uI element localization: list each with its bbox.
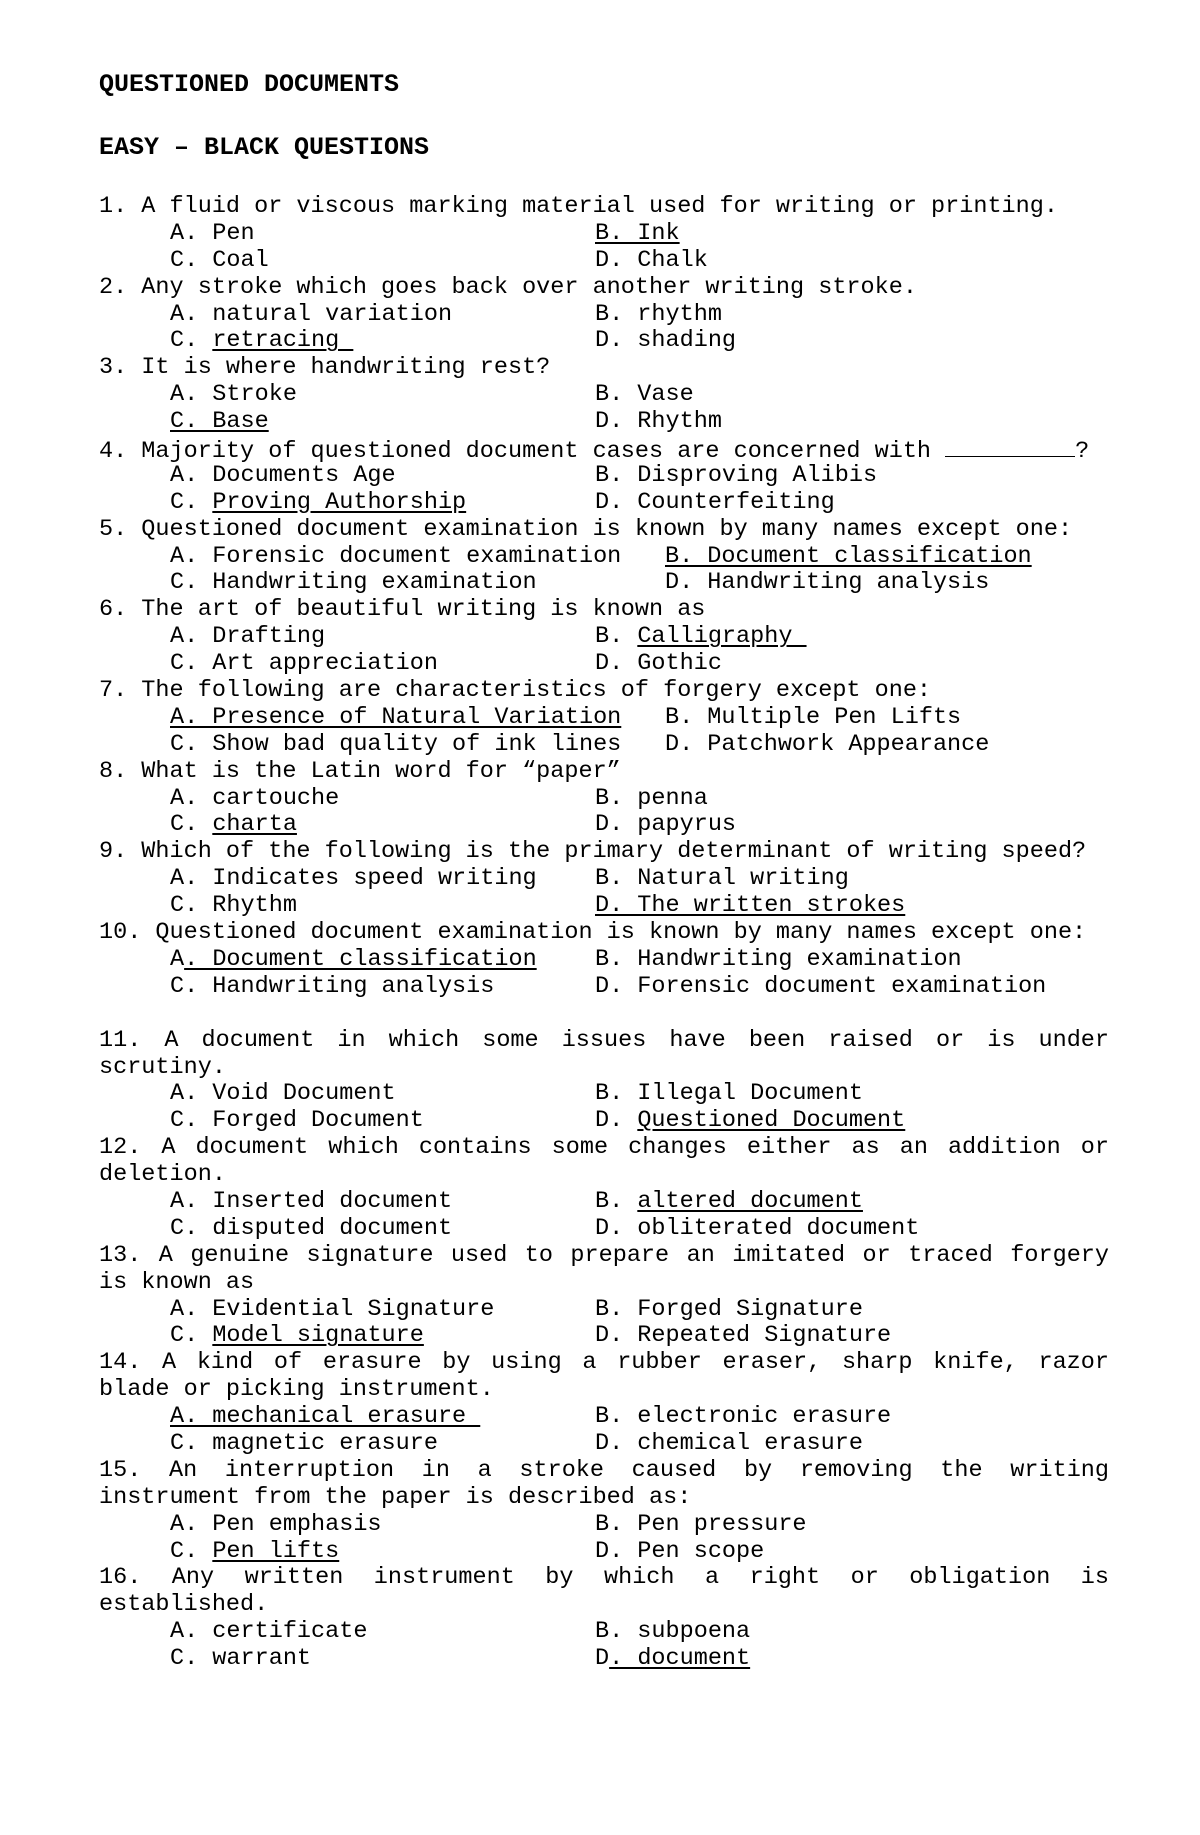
question-item (99, 355, 1109, 436)
question-text-line-2: established. (99, 1591, 269, 1619)
option-c (99, 812, 595, 839)
option-c: C. Forged Document (170, 1107, 424, 1135)
option-a-answer-underlined: . Document classification (184, 945, 537, 973)
blank-line (99, 1001, 1109, 1028)
question-text: 9. Which of the following is the primary determinant of writing speed? (99, 838, 1087, 866)
options-row (99, 1108, 1109, 1135)
option-c-answer-underlined: retracing (212, 327, 354, 355)
options-row (99, 1189, 1109, 1216)
option-d-answer-underlined: . document (609, 1645, 751, 1673)
option-b: B. penna (595, 784, 708, 812)
options-row (99, 1216, 1109, 1243)
option-a (99, 947, 595, 974)
option-c (99, 490, 595, 517)
question-text: 7. The following are characteristics of forgery except one: (99, 677, 932, 705)
question-item (99, 194, 1109, 275)
option-d-prefix: D (595, 1645, 610, 1673)
option-b (595, 221, 680, 248)
question-item (99, 839, 1109, 920)
options-row (99, 1619, 1109, 1646)
options-row (99, 544, 1109, 571)
question-text: 2. Any stroke which goes back over another writing stroke. (99, 273, 917, 301)
option-a: A. Void Document (170, 1080, 396, 1108)
option-d: D. shading (595, 327, 737, 355)
option-c: C. warrant (170, 1645, 312, 1673)
option-a: A. Documents Age (170, 461, 396, 489)
option-b-answer-underlined: altered document (637, 1187, 863, 1215)
option-d: D. Handwriting analysis (665, 569, 990, 597)
option-a-answer-underlined: A. Presence of Natural Variation (170, 703, 622, 731)
option-c: C. Handwriting examination (170, 569, 537, 597)
options-row (99, 463, 1109, 490)
options-row (99, 947, 1109, 974)
option-a (99, 705, 665, 732)
option-c: C. Handwriting analysis (170, 972, 495, 1000)
option-a: A. cartouche (170, 784, 340, 812)
question-text-line-2: is known as (99, 1268, 255, 1296)
question-text-line-1: 14. A kind of erasure by using a rubber eraser, sharp knife, razor (99, 1349, 1109, 1377)
option-c-answer-underlined: C. Base (170, 408, 269, 436)
option-d-answer-underlined: Questioned Document (637, 1107, 906, 1135)
options-row (99, 866, 1109, 893)
option-d: D. Patchwork Appearance (665, 730, 990, 758)
option-d (595, 1646, 750, 1673)
question-item (99, 759, 1109, 840)
option-c-prefix: C. (170, 488, 213, 516)
option-d-prefix: D. (595, 1107, 638, 1135)
option-c-answer-underlined: Proving Authorship (212, 488, 467, 516)
question-text-line-1: 13. A genuine signature used to prepare an imitated or traced forgery (99, 1241, 1109, 1269)
option-a (99, 1404, 595, 1431)
question-item (99, 678, 1109, 759)
options-row (99, 1081, 1109, 1108)
option-d: D. papyrus (595, 811, 737, 839)
options-row (99, 382, 1109, 409)
option-c (99, 328, 595, 355)
options-row (99, 732, 1109, 759)
options-row (99, 1297, 1109, 1324)
question-text: 1. A fluid or viscous marking material used for writing or printing. (99, 193, 1058, 220)
question-item (99, 436, 1109, 517)
question-text (99, 436, 1109, 466)
option-b-answer-underlined: B. Document classification (665, 542, 1032, 570)
options-row (99, 1404, 1109, 1431)
option-b: B. Pen pressure (595, 1510, 807, 1538)
question-item (99, 1028, 1109, 1136)
option-d: D. Gothic (595, 650, 722, 678)
option-c: C. disputed document (170, 1214, 453, 1242)
question-item (99, 1135, 1109, 1243)
option-c: C. Rhythm (170, 892, 297, 920)
option-d (595, 893, 905, 920)
option-b: B. electronic erasure (595, 1403, 892, 1431)
options-row (99, 1323, 1109, 1350)
option-d: D. Chalk (595, 246, 708, 274)
option-b: B. Illegal Document (595, 1080, 863, 1108)
question-text: 10. Questioned document examination is known by many names except one: (99, 919, 1087, 947)
options-row (99, 1646, 1109, 1673)
option-b: B. Vase (595, 381, 694, 409)
option-d (595, 1108, 905, 1135)
options-row (99, 893, 1109, 920)
option-a: A. certificate (170, 1618, 368, 1646)
options-row (99, 786, 1109, 813)
option-b: B. Natural writing (595, 865, 849, 893)
option-b-prefix: B. (595, 1187, 638, 1215)
option-b: B. subpoena (595, 1618, 751, 1646)
option-c-prefix: C. (170, 811, 213, 839)
question-text-start: 4. Majority of questioned document cases are concerned with (99, 438, 946, 466)
options-row (99, 624, 1109, 651)
question-text-line-2: scrutiny. (99, 1053, 226, 1081)
question-list (99, 194, 1109, 1673)
option-d: D. Repeated Signature (595, 1322, 892, 1350)
option-b (595, 1189, 863, 1216)
option-a: A. Pen emphasis (170, 1510, 382, 1538)
options-row (99, 221, 1109, 248)
options-row (99, 570, 1109, 597)
options-row (99, 1431, 1109, 1458)
options-row (99, 974, 1109, 1001)
option-c-prefix: C. (170, 327, 213, 355)
option-b-answer-underlined: Calligraphy (637, 623, 807, 651)
question-text: 8. What is the Latin word for “paper” (99, 757, 621, 785)
question-item (99, 920, 1109, 1001)
question-text-end: ? (1075, 438, 1090, 466)
question-text: 6. The art of beautiful writing is known as (99, 596, 706, 624)
option-c (99, 1539, 595, 1566)
options-row (99, 812, 1109, 839)
option-a: A. Drafting (170, 623, 326, 651)
options-row (99, 1512, 1109, 1539)
option-a-prefix: A (170, 945, 185, 973)
option-a: A. natural variation (170, 300, 453, 328)
option-b-prefix: B. (595, 623, 638, 651)
option-c-answer-underlined: charta (212, 811, 297, 839)
options-row (99, 490, 1109, 517)
option-d-answer-underlined: D. The written strokes (595, 892, 906, 920)
option-d: D. Counterfeiting (595, 488, 835, 516)
section-heading: EASY – BLACK QUESTIONS (99, 133, 430, 162)
question-item (99, 275, 1109, 356)
option-c: C. Art appreciation (170, 650, 438, 678)
option-d: D. chemical erasure (595, 1429, 863, 1457)
option-d: D. Pen scope (595, 1537, 765, 1565)
question-text-line-2: instrument from the paper is described as: (99, 1483, 692, 1511)
option-b: B. Handwriting examination (595, 945, 962, 973)
option-b: B. rhythm (595, 300, 722, 328)
option-c: C. Show bad quality of ink lines (170, 730, 622, 758)
question-item (99, 1350, 1109, 1458)
question-item (99, 1243, 1109, 1351)
question-item (99, 597, 1109, 678)
option-a-answer-underlined: A. mechanical erasure (170, 1403, 481, 1431)
option-b: B. Multiple Pen Lifts (665, 703, 962, 731)
option-a: A. Pen (170, 219, 255, 247)
question-item (99, 1565, 1109, 1673)
option-d: D. obliterated document (595, 1214, 920, 1242)
option-c-answer-underlined: Pen lifts (212, 1537, 340, 1565)
option-b: B. Disproving Alibis (595, 461, 878, 489)
option-a: A. Evidential Signature (170, 1295, 495, 1323)
option-c-prefix: C. (170, 1537, 213, 1565)
options-row (99, 248, 1109, 275)
options-row (99, 651, 1109, 678)
option-a: A. Inserted document (170, 1187, 453, 1215)
option-a: A. Indicates speed writing (170, 865, 537, 893)
options-row (99, 328, 1109, 355)
fill-in-blank (945, 436, 1075, 457)
option-b: B. Forged Signature (595, 1295, 863, 1323)
option-c-answer-underlined: Model signature (212, 1322, 424, 1350)
option-b (595, 624, 807, 651)
options-row (99, 1539, 1109, 1566)
option-c-prefix: C. (170, 1322, 213, 1350)
option-d: D. Forensic document examination (595, 972, 1047, 1000)
question-text: 3. It is where handwriting rest? (99, 354, 551, 382)
question-text-line-1: 16. Any written instrument by which a right or obligation is (99, 1564, 1109, 1592)
option-b-answer-underlined: B. Ink (595, 219, 680, 247)
option-c: C. Coal (170, 246, 269, 274)
question-text-line-1: 11. A document in which some issues have been raised or is under (99, 1026, 1109, 1054)
option-b (665, 544, 1032, 571)
option-a: A. Stroke (170, 381, 297, 409)
question-item (99, 1458, 1109, 1566)
options-row (99, 302, 1109, 329)
question-text-line-1: 12. A document which contains some changes either as an addition or (99, 1134, 1109, 1162)
question-text-line-1: 15. An interruption in a stroke caused by removing the writing (99, 1456, 1109, 1484)
option-c (99, 1323, 595, 1350)
options-row (99, 705, 1109, 732)
question-text-line-2: blade or picking instrument. (99, 1376, 494, 1404)
document-title: QUESTIONED DOCUMENTS (99, 70, 400, 99)
option-d: D. Rhythm (595, 408, 722, 436)
question-item (99, 517, 1109, 598)
question-text-line-2: deletion. (99, 1161, 226, 1189)
option-c: C. magnetic erasure (170, 1429, 438, 1457)
options-row (99, 409, 1109, 436)
option-a: A. Forensic document examination (170, 542, 622, 570)
option-c (99, 409, 595, 436)
question-text: 5. Questioned document examination is known by many names except one: (99, 515, 1073, 543)
